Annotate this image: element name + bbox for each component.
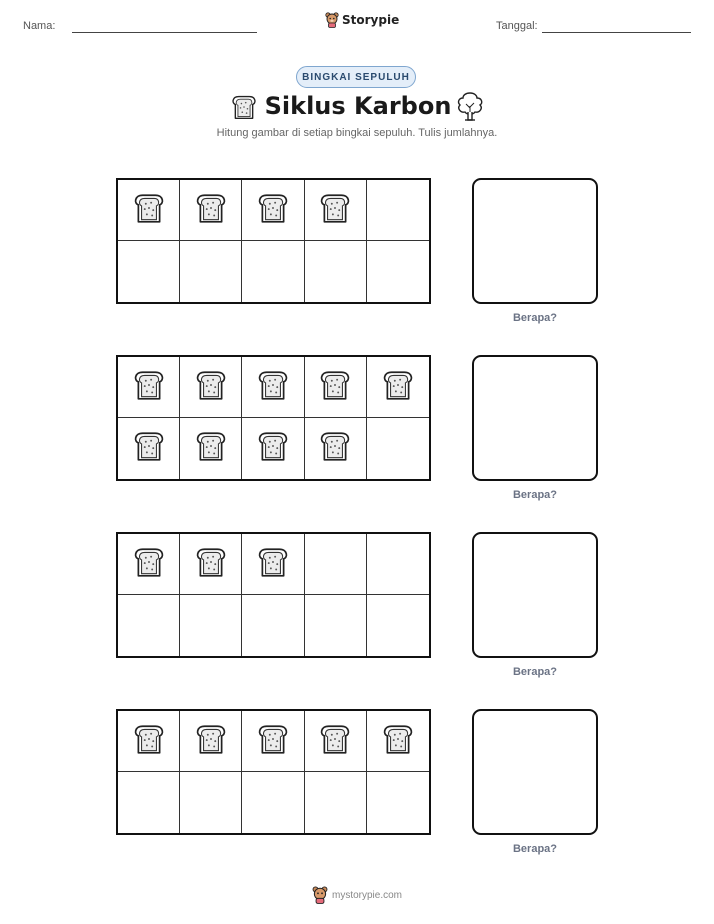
bear-mascot-icon [312,886,328,904]
brand-logo [325,12,399,28]
bread-icon [194,720,228,763]
ten-frame-cell [305,534,367,595]
ten-frame-cell [305,180,367,241]
page-title: Siklus Karbon [264,92,452,120]
ten-frame-cell [242,772,304,833]
ten-frame-cell [242,711,304,772]
bear-mascot-icon [325,12,339,28]
ten-frame-cell [242,357,304,418]
bread-icon [256,543,290,586]
ten-frame-cell [305,418,367,479]
bread-icon [256,720,290,763]
ten-frame-cell [118,180,180,241]
ten-frame-cell [118,357,180,418]
ten-frame [116,532,431,658]
ten-frame-cell [367,534,429,595]
ten-frame-cell [118,711,180,772]
bread-icon [132,427,166,470]
ten-frame [116,355,431,481]
bread-icon [194,543,228,586]
ten-frame-cell [118,534,180,595]
ten-frame-cell [305,772,367,833]
ten-frame-cell [118,772,180,833]
bread-icon [318,366,352,409]
brand-name: Storypie [342,13,400,27]
ten-frame-cell [305,357,367,418]
ten-frame-cell [180,595,242,656]
ten-frame-cell [118,595,180,656]
date-line[interactable] [542,32,691,33]
answer-label: Berapa? [512,312,558,324]
ten-frame-cell [367,180,429,241]
bread-icon [318,189,352,232]
bread-icon [381,366,415,409]
ten-frame-cell [305,241,367,302]
bread-icon [132,543,166,586]
bread-icon [230,94,258,120]
ten-frame-cell [367,241,429,302]
instructions: Hitung gambar di setiap bingkai sepuluh. Tulis jumlahnya. [216,127,498,139]
bread-icon [318,427,352,470]
bread-icon [256,366,290,409]
answer-box[interactable] [472,178,598,304]
answer-box[interactable] [472,532,598,658]
bread-icon [256,427,290,470]
ten-frame-cell [305,595,367,656]
bread-icon [256,189,290,232]
ten-frame-cell [367,418,429,479]
bread-icon [132,189,166,232]
ten-frame-cell [242,418,304,479]
answer-box[interactable] [472,355,598,481]
ten-frame-cell [367,772,429,833]
name-line[interactable] [72,32,257,33]
ten-frame-cell [242,241,304,302]
ten-frame-cell [180,180,242,241]
ten-frame-cell [118,241,180,302]
ten-frame [116,709,431,835]
bread-icon [132,720,166,763]
ten-frame-cell [305,711,367,772]
bread-icon [194,427,228,470]
bread-icon [194,189,228,232]
answer-box[interactable] [472,709,598,835]
ten-frame-cell [367,595,429,656]
ten-frame-cell [180,418,242,479]
ten-frame-cell [118,418,180,479]
answer-label: Berapa? [512,666,558,678]
tree-icon [455,90,485,122]
footer-site: mystorypie.com [331,889,402,901]
answer-label: Berapa? [512,843,558,855]
ten-frame-cell [180,772,242,833]
bread-icon [318,720,352,763]
ten-frame-cell [180,534,242,595]
footer [0,886,714,904]
ten-frame-cell [367,357,429,418]
bread-icon [194,366,228,409]
ten-frame-cell [367,711,429,772]
bread-icon [132,366,166,409]
ten-frame-cell [180,241,242,302]
name-label: Nama: [23,20,56,32]
ten-frame [116,178,431,304]
ten-frame-cell [180,711,242,772]
ten-frame-cell [180,357,242,418]
ten-frame-cell [242,180,304,241]
bread-icon [381,720,415,763]
date-label: Tanggal: [496,20,538,32]
answer-label: Berapa? [512,489,558,501]
ten-frame-cell [242,534,304,595]
ten-frame-cell [242,595,304,656]
worksheet-type-badge: BINGKAI SEPULUH [296,66,416,88]
